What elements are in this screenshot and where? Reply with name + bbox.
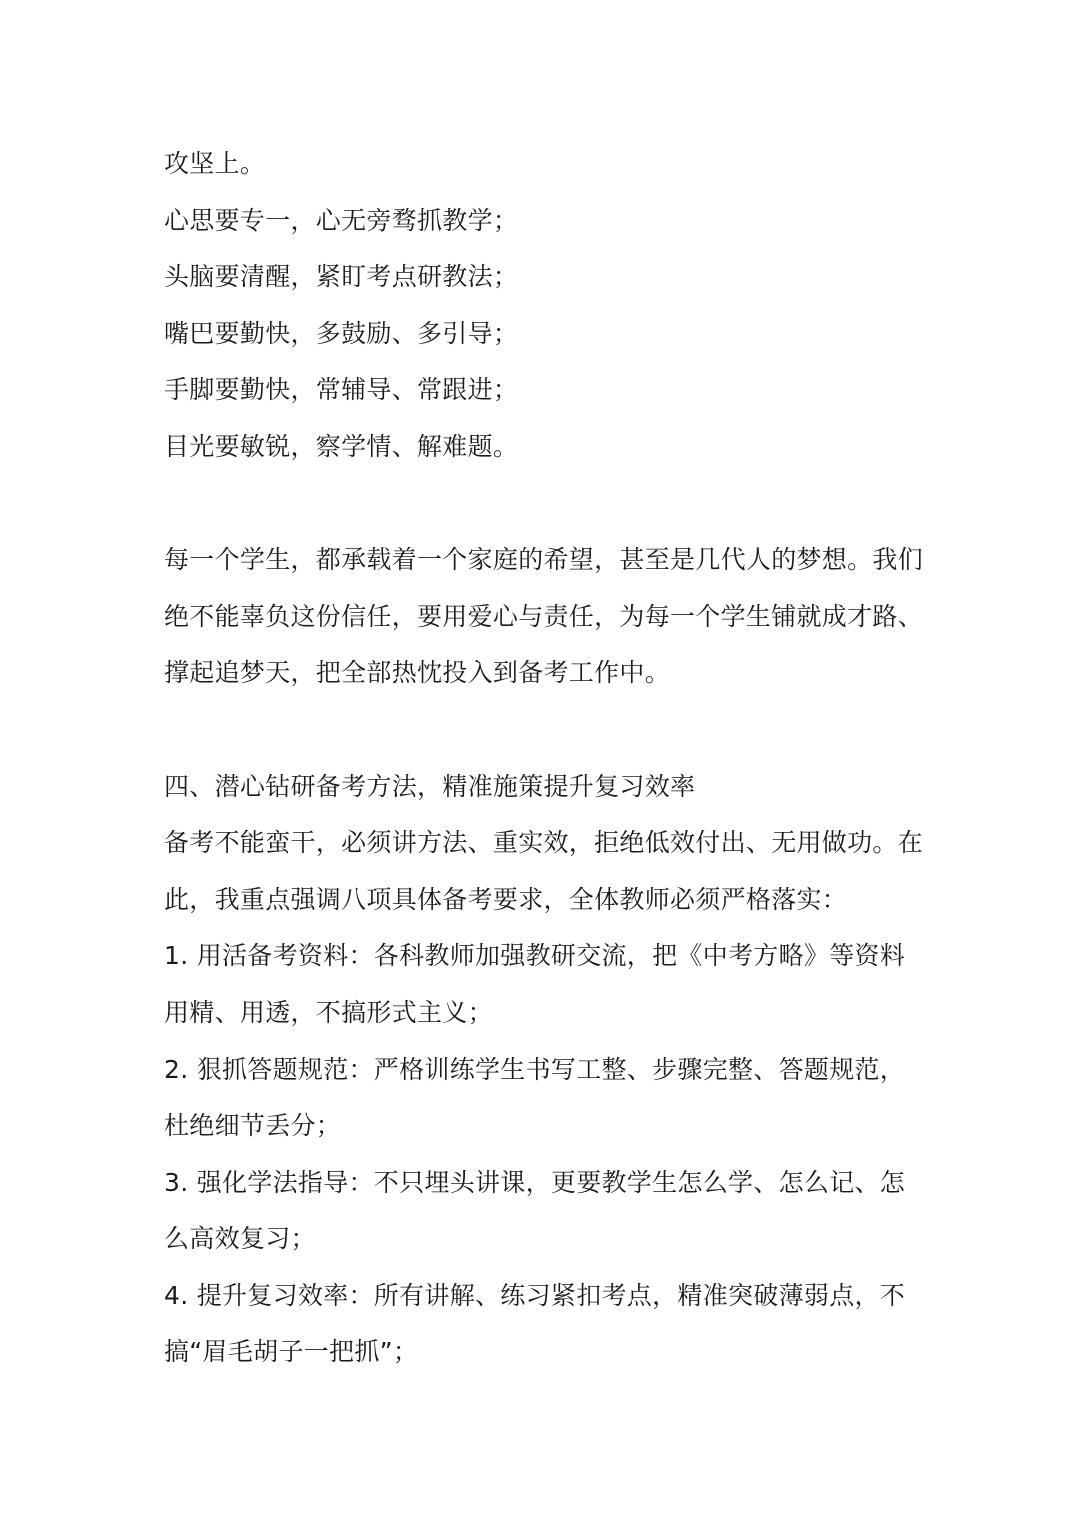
list-item — [164, 1268, 920, 1381]
text-line: 3. 强化学法指导：不只埋头讲课，更要教学生怎么学、怎么记、怎 — [164, 1167, 906, 1197]
text-line: 4. 提升复习效率：所有讲解、练习紧扣考点，精准突破薄弱点，不 — [164, 1280, 906, 1310]
paragraph-students — [164, 532, 924, 702]
section-heading: 四、潜心钻研备考方法，精准施策提升复习效率 — [164, 771, 696, 801]
slogan-block — [164, 136, 920, 476]
text-line: 每一个学生，都承载着一个家庭的希望，甚至是几代人的梦想。我们 — [164, 545, 924, 575]
text-line: 搞“眉毛胡子一把抓”； — [164, 1337, 419, 1367]
paragraph-spacer — [164, 476, 920, 533]
text-line: 绝不能辜负这份信任，要用爱心与责任，为每一个学生铺就成才路、 — [164, 601, 924, 631]
text-line: 杜绝细节丢分； — [164, 1111, 342, 1141]
paragraph-spacer — [164, 702, 920, 759]
text-line: 么高效复习； — [164, 1224, 316, 1254]
text-line: 2. 狠抓答题规范：严格训练学生书写工整、步骤完整、答题规范， — [164, 1054, 906, 1084]
text-line: 目光要敏锐，察学情、解难题。 — [164, 431, 519, 461]
text-line: 用精、用透，不搞形式主义； — [164, 997, 493, 1027]
list-item — [164, 928, 920, 1041]
text-line: 攻坚上。 — [164, 149, 266, 178]
text-line: 嘴巴要勤快，多鼓励、多引导； — [164, 318, 519, 348]
section-four — [164, 759, 924, 1382]
document-body — [164, 136, 924, 1381]
list-item — [164, 1155, 920, 1268]
list-item — [164, 1042, 920, 1155]
text-line: 手脚要勤快，常辅导、常跟进； — [164, 375, 519, 405]
text-line: 头脑要清醒，紧盯考点研教法； — [164, 262, 519, 292]
text-line: 1. 用活备考资料：各科教师加强教研交流，把《中考方略》等资料 — [164, 941, 906, 971]
text-line: 此，我重点强调八项具体备考要求，全体教师必须严格落实： — [164, 884, 848, 914]
text-line: 备考不能蛮干，必须讲方法、重实效，拒绝低效付出、无用做功。在 — [164, 828, 924, 858]
text-line: 撑起追梦天，把全部热忱投入到备考工作中。 — [164, 658, 671, 688]
text-line: 心思要专一，心无旁骛抓教学； — [164, 205, 519, 235]
